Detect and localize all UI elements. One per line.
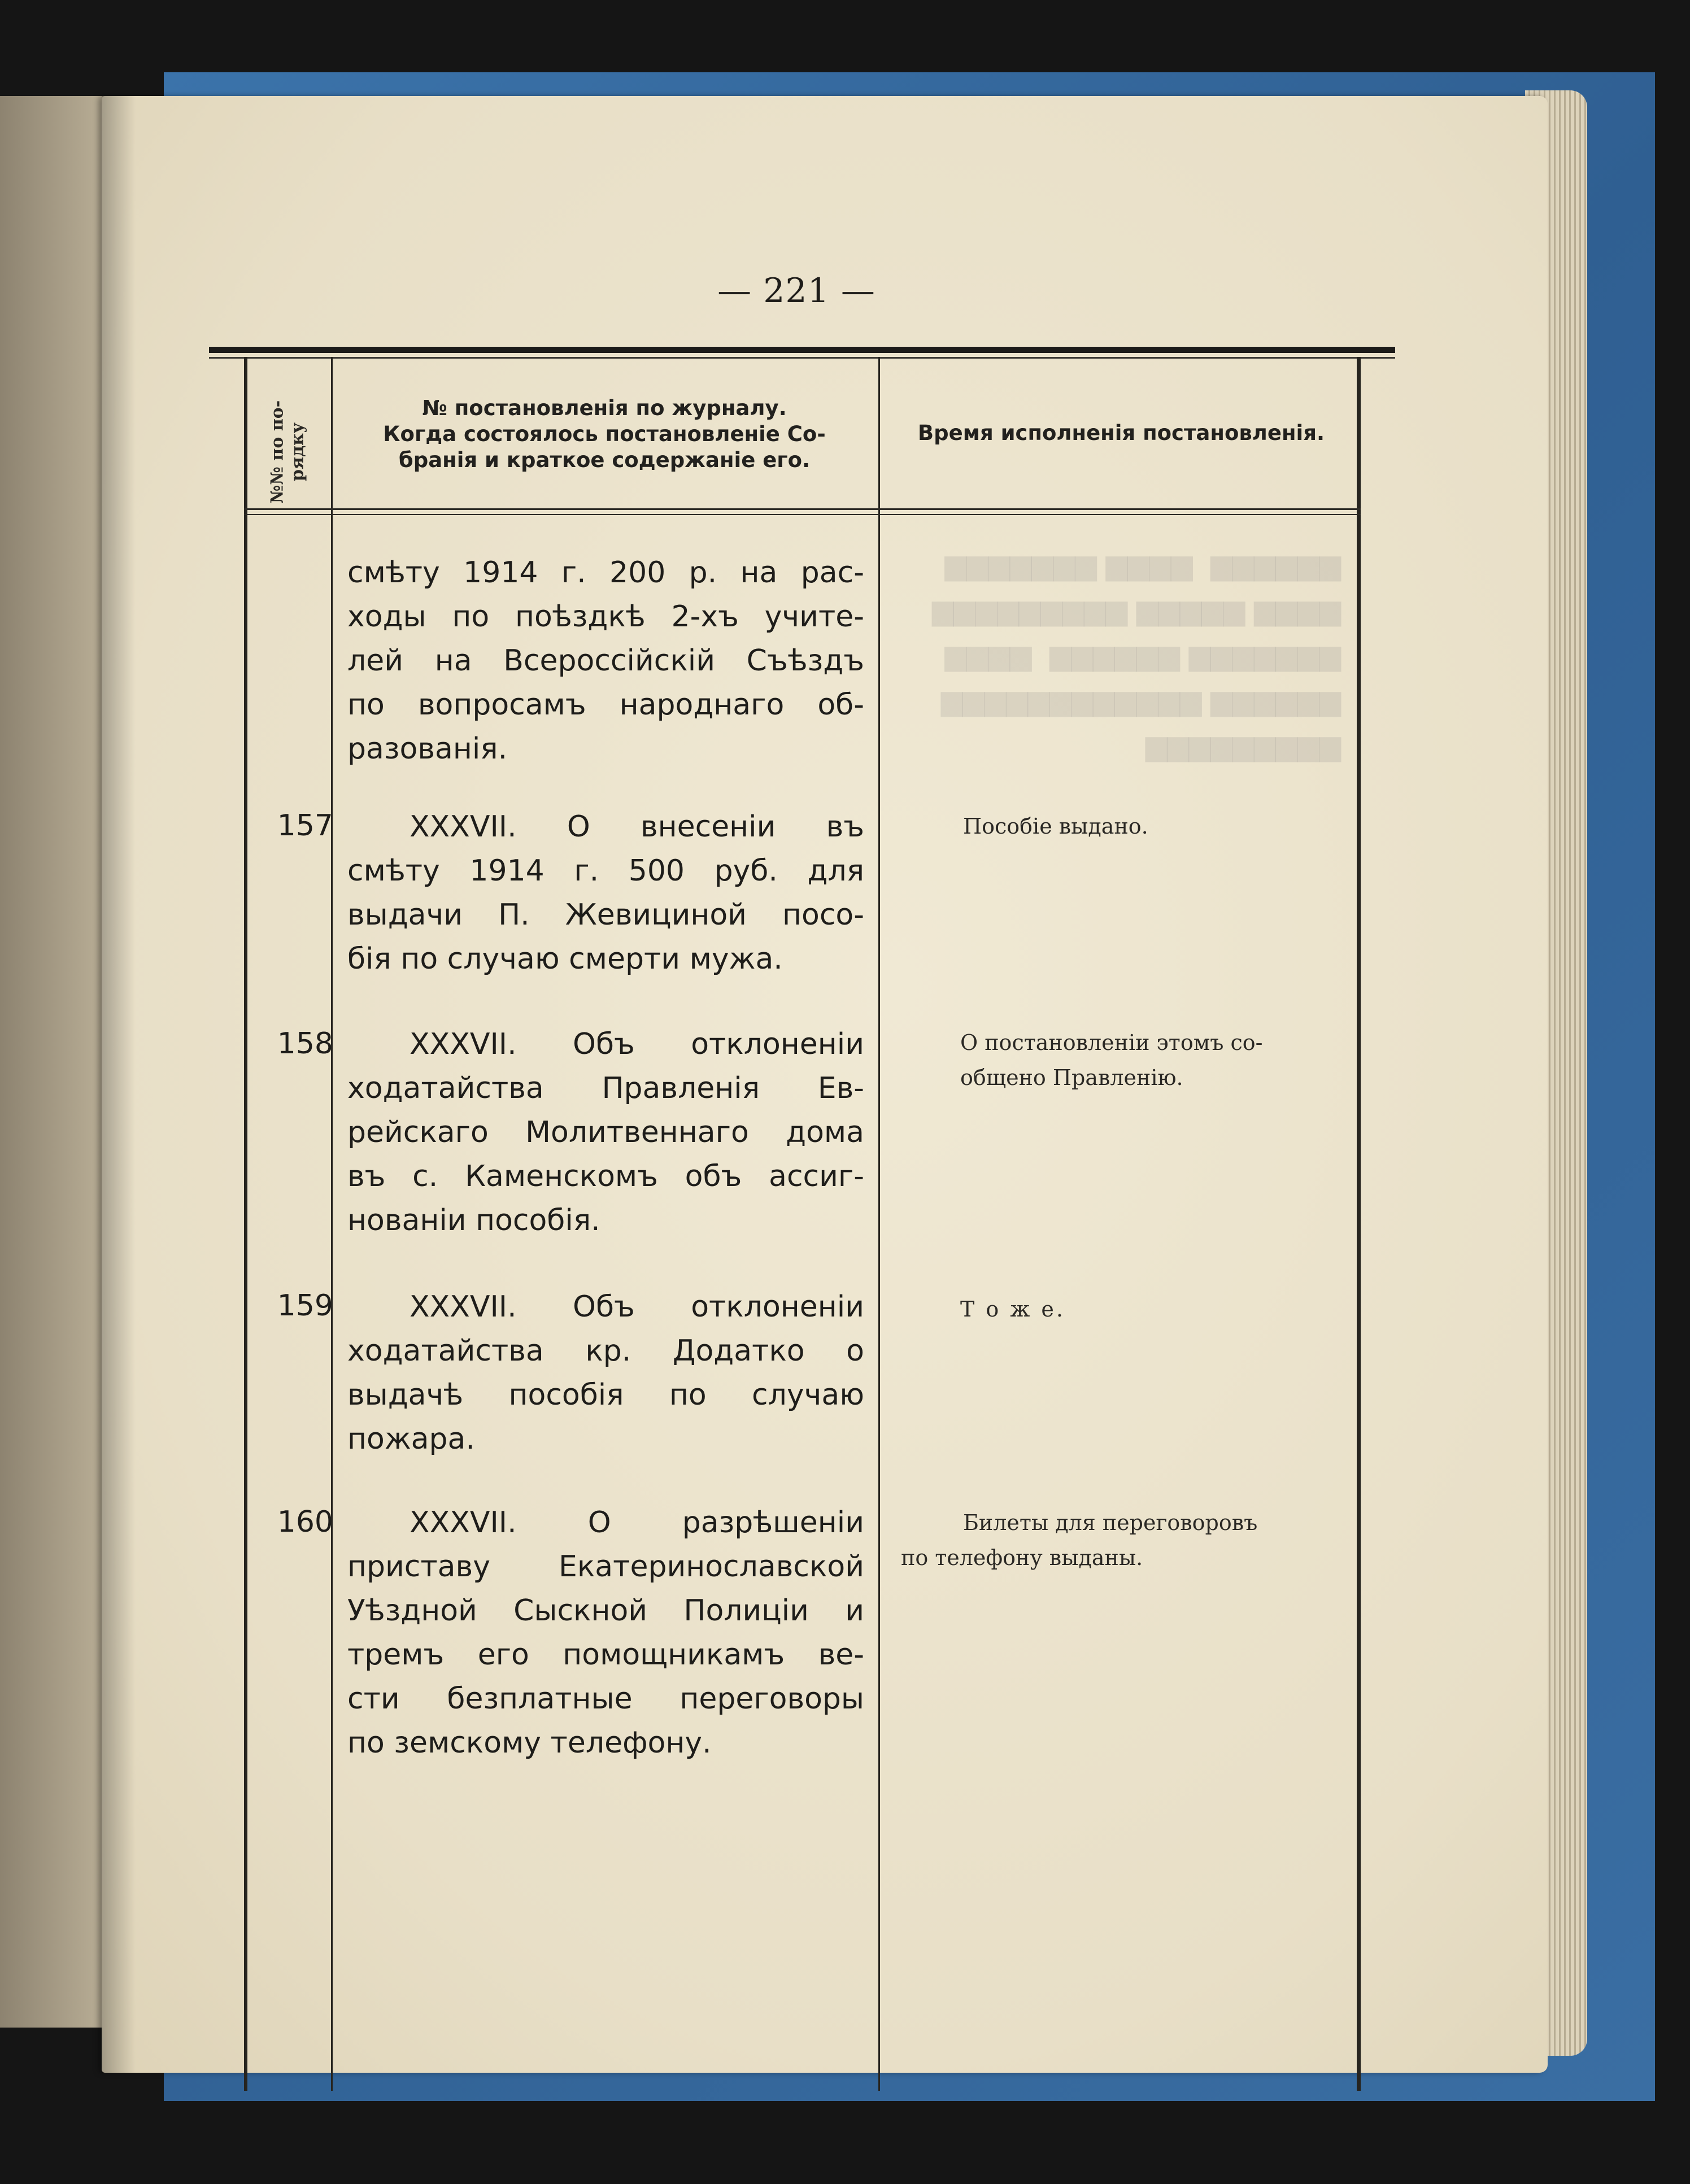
text-line: рейскаго Молитвеннаго дома — [347, 1115, 864, 1149]
text-line: по земскому телефону. — [347, 1726, 712, 1760]
text-line: лей на Всероссійскій Съѣздъ — [347, 644, 864, 678]
text-line: ходатайства кр. Додатко о — [347, 1334, 864, 1368]
text-line: XXXVII. Объ отклоненіи — [410, 1290, 864, 1324]
text-line: нованіи пособія. — [347, 1204, 600, 1237]
row-number: 159 — [277, 1289, 333, 1323]
header-execution-time: Время исполненія постановленія. — [917, 421, 1325, 445]
column-divider-num — [331, 357, 333, 2091]
text-line: разованія. — [347, 732, 508, 766]
header-row-number-label: №№ по по- рядку — [267, 400, 307, 504]
header-row-number — [246, 395, 329, 508]
table-left-border — [244, 357, 247, 2091]
text-line: по вопросамъ народнаго об- — [347, 688, 864, 722]
bleed-through-texture: ▆▆▆▆▆▆ ▆▆▆▆ ▆▆▆▆▆▆▆ ▆▆▆▆ ▆▆▆▆▆ ▆▆▆▆▆▆▆▆▆ ▆▆▆▆▆▆▆ ▆▆▆▆▆▆ ▆▆▆▆ ▆▆▆▆▆▆ ▆▆▆▆▆▆▆▆▆▆▆▆ ▆▆▆▆▆▆▆▆▆ — [932, 548, 1341, 762]
execution-text: Пособіе выдано. — [963, 814, 1148, 839]
text-line: бія по случаю смерти мужа. — [347, 942, 783, 976]
text-line: ходатайства Правленія Ев- — [347, 1071, 864, 1105]
execution-text: Т о ж е. — [960, 1297, 1065, 1322]
text-line: XXXVII. О внесеніи въ — [410, 810, 864, 844]
text-line: тремъ его помощникамъ ве- — [347, 1638, 864, 1672]
resolution-text — [347, 1022, 864, 1243]
text-line: выдачѣ пособія по случаю — [347, 1378, 864, 1412]
text-line: сти безплатные переговоры — [347, 1682, 864, 1716]
text-line: смѣту 1914 г. 500 руб. для — [347, 854, 864, 888]
text-line: ходы по поѣздкѣ 2-хъ учите- — [347, 600, 864, 634]
resolution-text — [347, 805, 864, 981]
table-top-rule — [209, 347, 1395, 353]
row-number: 160 — [277, 1505, 333, 1539]
text-line: въ с. Каменскомъ объ ассиг- — [347, 1159, 864, 1193]
text-line: пожара. — [347, 1422, 475, 1456]
text-line: Уѣздной Сыскной Полиціи и — [347, 1594, 864, 1628]
table-top-rule-thin — [209, 357, 1395, 359]
column-divider-exec — [878, 357, 880, 2091]
text-line: XXXVII. О разрѣшеніи — [410, 1506, 864, 1540]
text-line: смѣту 1914 г. 200 р. на рас- — [347, 556, 864, 590]
page-number: — 221 — — [717, 271, 876, 311]
text-line: приставу Екатеринославской — [347, 1550, 864, 1584]
header-bottom-rule — [244, 508, 1361, 510]
header-bottom-rule-2 — [244, 514, 1361, 515]
table-right-border — [1357, 357, 1361, 2091]
resolution-text — [347, 551, 864, 771]
text-line: выдачи П. Жевициной посо- — [347, 898, 864, 932]
resolution-text — [347, 1501, 864, 1765]
row-number: 157 — [277, 809, 333, 843]
execution-text: О постановленіи этомъ со- общено Правленію. — [960, 1030, 1263, 1090]
row-number: 158 — [277, 1027, 333, 1061]
text-line: XXXVII. Объ отклоненіи — [410, 1027, 864, 1061]
resolution-text — [347, 1285, 864, 1461]
execution-text: Билеты для переговоровъ по телефону выданы. — [901, 1510, 1258, 1570]
gutter-shadow — [102, 96, 136, 2073]
header-resolution: № постановленія по журналу. Когда состоялось постановленіе Со- бранія и краткое содержаніе его. — [383, 396, 826, 472]
